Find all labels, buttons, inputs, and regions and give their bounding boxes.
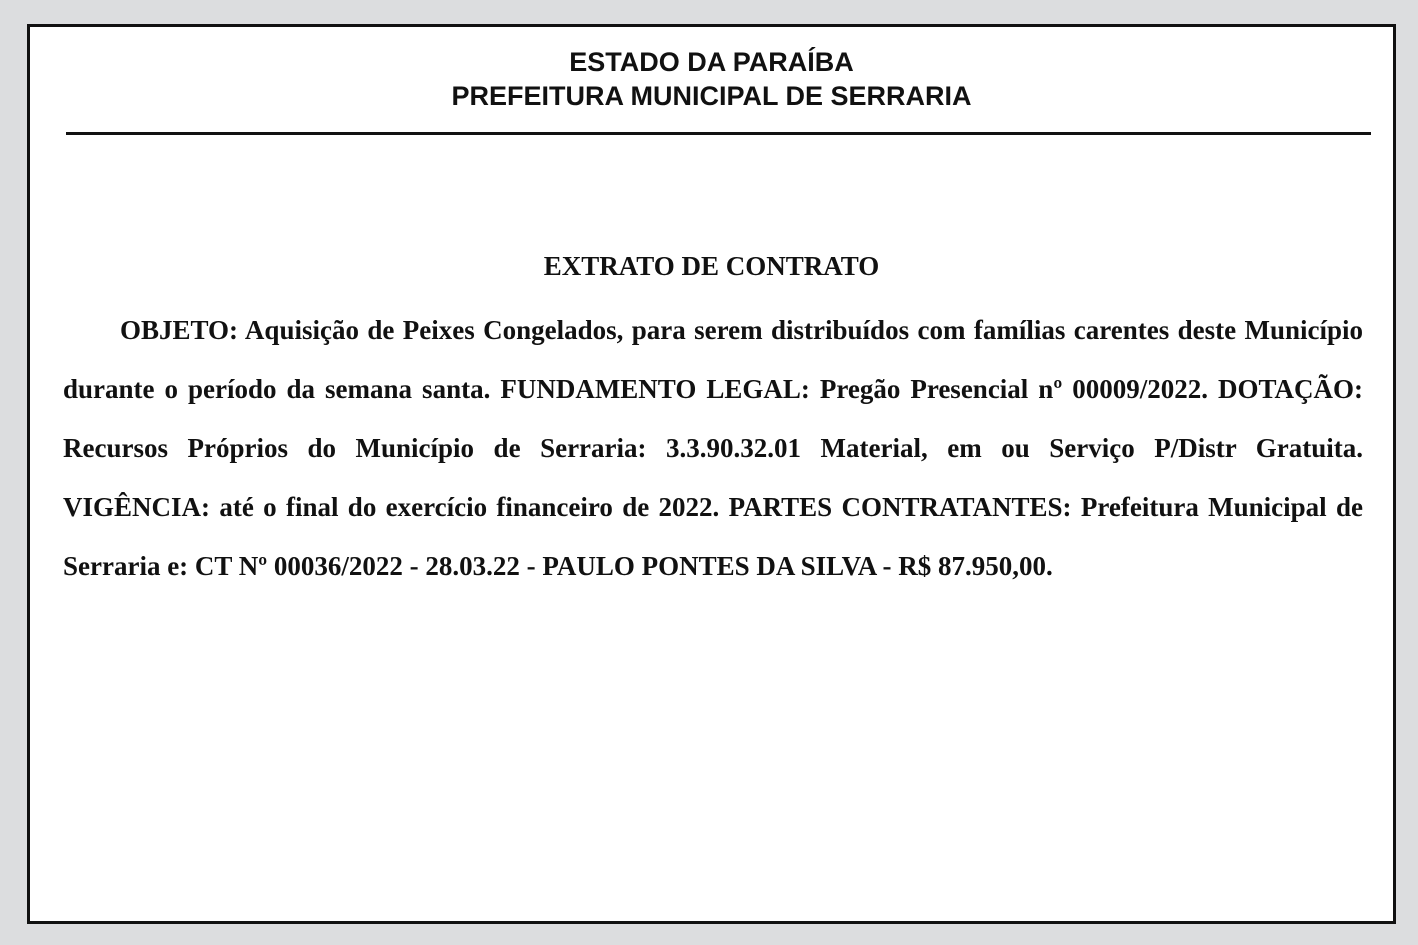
header-prefecture: PREFEITURA MUNICIPAL DE SERRARIA — [451, 81, 972, 111]
document-title: EXTRATO DE CONTRATO — [543, 251, 880, 281]
document-frame — [27, 24, 1396, 924]
header-state: ESTADO DA PARAÍBA — [569, 47, 854, 77]
document-header — [30, 45, 1393, 113]
header-divider — [66, 132, 1371, 135]
document-body: OBJETO: Aquisição de Peixes Congelados, para serem distribuídos com famílias carentes deste Município durante o período da semana santa. FUNDAMENTO LEGAL: Pregão Presencial nº 00009/2022. DOTAÇÃO: Recursos Próprios do Município de Serraria: 3.3.90.32.01 Material, em ou Serviço P/Distr Gratuita. VIGÊNCIA: até o final do exercício financeiro de 2022. PARTES CONTRATANTES: Prefeitura Municipal de Serraria e: CT Nº 00036/2022 - 28.03.22 - PAULO PONTES DA SILVA - R$ 87.950,00. — [63, 315, 1363, 581]
